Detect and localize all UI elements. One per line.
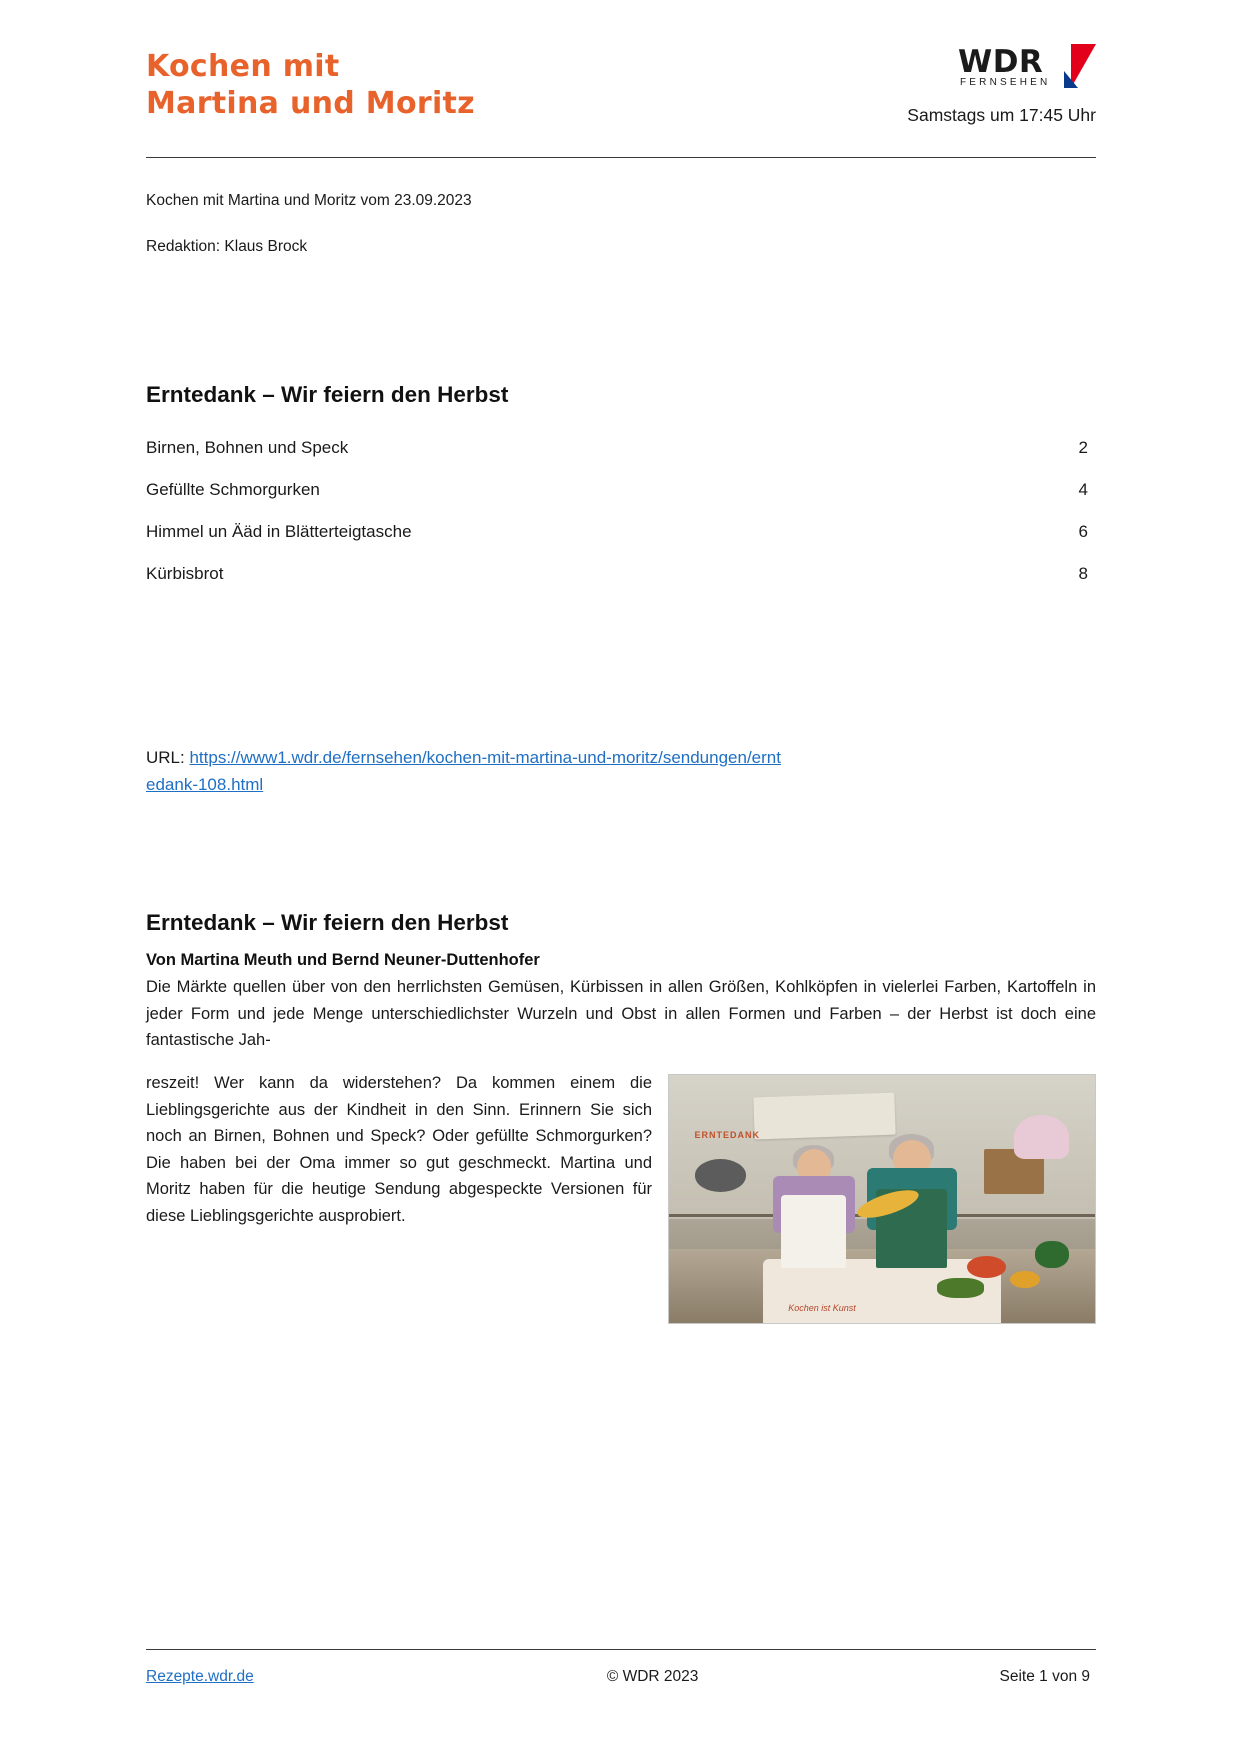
article-flow [146,1070,1096,1314]
photo-cloth-text: Kochen ist Kunst [788,1303,856,1314]
wdr-slash-icon [1064,44,1096,88]
article-title: Erntedank – Wir feiern den Herbst [146,910,509,935]
page-header [146,0,1096,164]
show-date-line: Kochen mit Martina und Moritz vom 23.09.2023 [146,192,472,209]
wdr-wordmark: WDR [958,44,1044,80]
page-footer [146,1668,1096,1686]
toc-entry[interactable] [146,553,1096,595]
page-content [146,0,1096,1754]
header-divider [146,157,1096,158]
footer-recipes-link[interactable]: Rezepte.wdr.de [146,1668,254,1685]
toc-entry-page: 6 [1078,522,1088,541]
wdr-subtitle: FERNSEHEN [960,77,1051,88]
show-logo [146,48,475,122]
toc-entry-label: Kürbisbrot [146,564,224,583]
url-label: URL: [146,748,190,767]
footer-page-number: Seite 1 von 9 [999,1668,1090,1685]
toc-entry-page: 8 [1078,564,1088,583]
brand-line-1: Kochen mit [146,49,340,84]
footer-divider [146,1649,1096,1650]
toc-entry[interactable] [146,469,1096,511]
article-photo [668,1074,1096,1324]
source-url-block [146,744,786,798]
article [146,910,1096,1314]
toc-entry-label: Birnen, Bohnen und Speck [146,438,349,457]
photo-banner-text: ERNTEDANK [694,1129,761,1140]
table-of-contents [146,382,1096,595]
footer-copyright: © WDR 2023 [606,1668,699,1685]
article-paragraph-top: Die Märkte quellen über von den herrlichsten Gemüsen, Kürbissen in allen Größen, Kohlköpfen in vielerlei Farben, Kartoffeln in jeder Form und jede Menge unterschiedlichster Wurzeln und Obst in allen Formen und Farben – der Herbst ist doch eine fantastische Jah- [146,978,1096,1049]
document-meta [146,188,1096,260]
brand-line-2: Martina und Moritz [146,86,475,121]
toc-entry-label: Himmel un Ääd in Blätterteigtasche [146,522,412,541]
toc-entry-page: 4 [1078,480,1088,499]
article-byline: Von Martina Meuth und Bernd Neuner-Duttenhofer [146,951,540,969]
toc-entry-page: 2 [1078,438,1088,457]
toc-entry[interactable] [146,427,1096,469]
toc-title: Erntedank – Wir feiern den Herbst [146,382,509,407]
wdr-logo [958,44,1096,90]
editor-line: Redaktion: Klaus Brock [146,238,308,255]
article-paragraph-flow: reszeit! Wer kann da widerstehen? Da kommen einem die Lieblingsgerichte aus der Kindheit in den Sinn. Erinnern Sie sich noch an Birnen, Bohnen und Speck? Oder gefüllte Schmorgurken? Die haben bei der Oma immer so gut geschmeckt. Martina und Moritz haben für die heutige Sendung abgespeckte Versionen für diese Lieblingsgerichte ausprobiert. [146,1074,652,1225]
wdr-branding [907,44,1096,126]
source-url-link[interactable]: https://www1.wdr.de/fernsehen/kochen-mit-martina-und-moritz/sendungen/erntedank-108.html [146,748,781,794]
toc-entry-label: Gefüllte Schmorgurken [146,480,320,499]
airtime-text: Samstags um 17:45 Uhr [907,105,1096,125]
toc-entry[interactable] [146,511,1096,553]
